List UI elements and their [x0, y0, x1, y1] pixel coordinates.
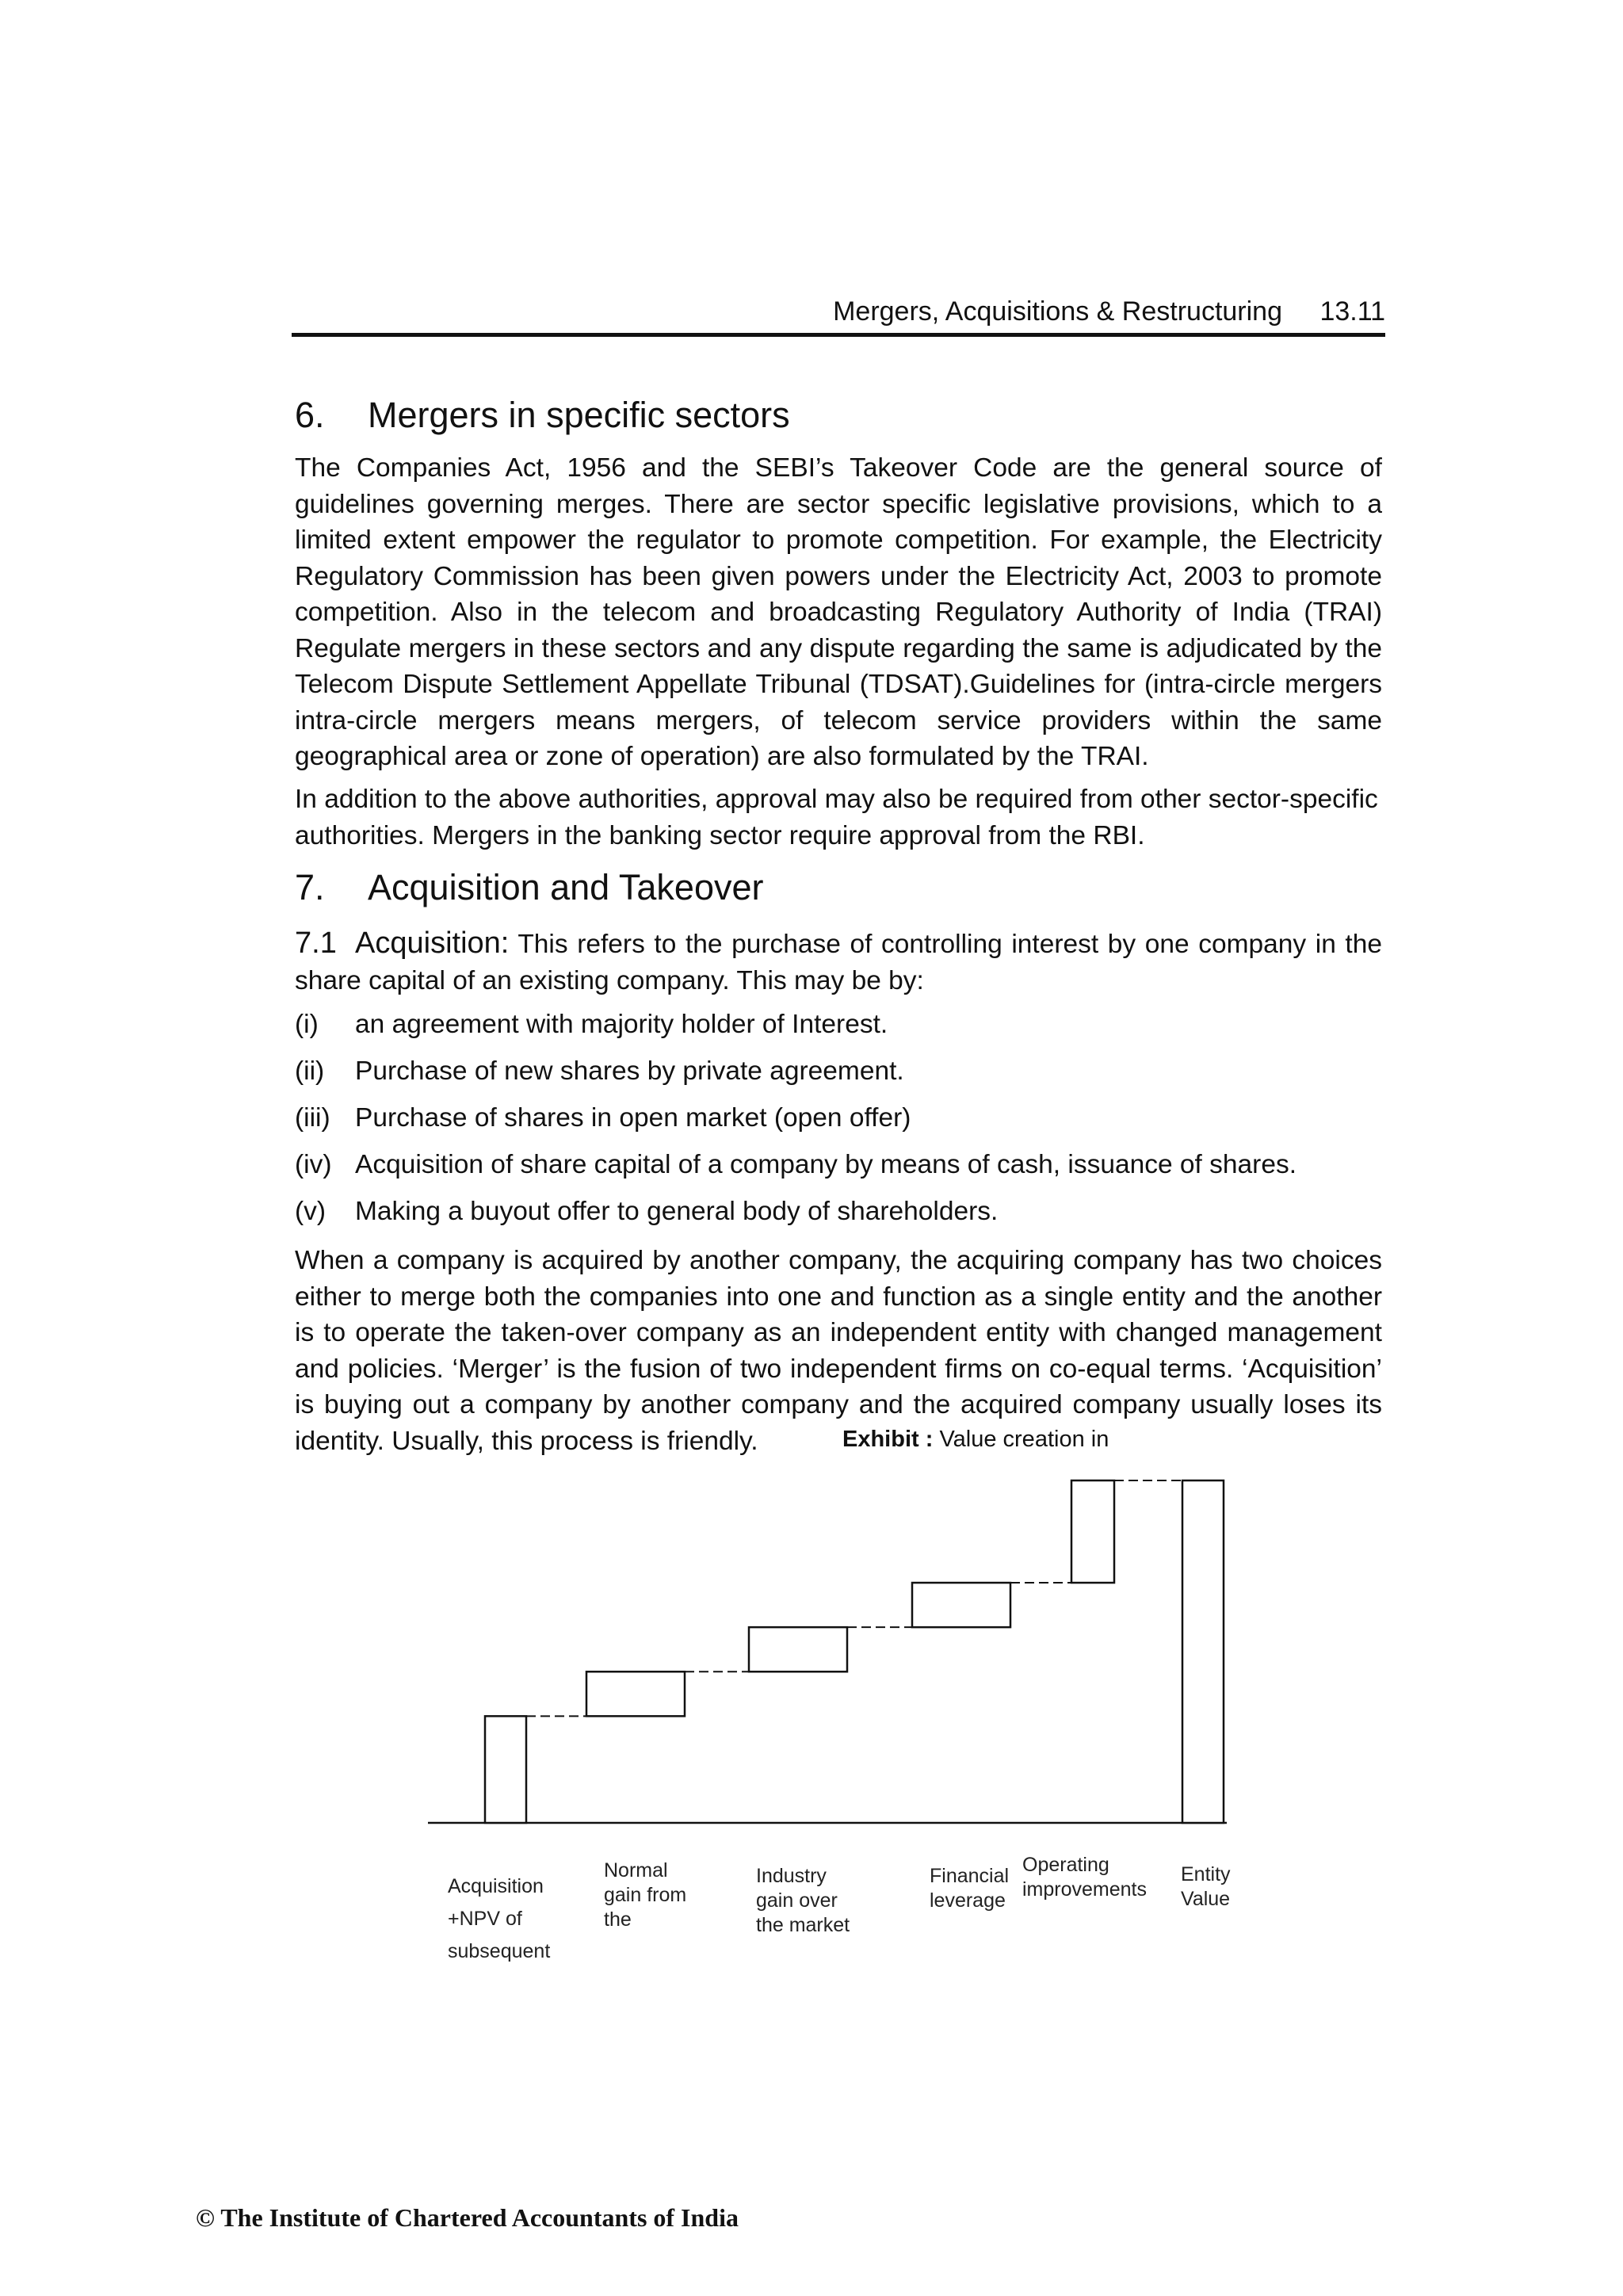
category-label-line: +NPV of: [448, 1908, 522, 1930]
category-label: [1022, 1853, 1147, 1902]
subsection-title: Acquisition:: [355, 926, 510, 960]
section-6-paragraph-2: In addition to the above authorities, approval may also be required from other sector-specific authorities. Mergers in the banking sector require approval from the RBI.: [295, 785, 1378, 850]
category-label-line: Entity: [1181, 1863, 1231, 1885]
header-title: Mergers, Acquisitions & Restructuring: [833, 296, 1282, 327]
waterfall-bar: [749, 1627, 847, 1671]
exhibit-title: Value creation in: [939, 1427, 1109, 1452]
subsection-intro: This refers to the purchase of controlling interest by one company in the share capital of an existing company. This may be by:: [295, 930, 1382, 995]
category-label-line: Operating: [1022, 1854, 1109, 1876]
section-6-paragraph-1: The Companies Act, 1956 and the SEBI’s Takeover Code are the general source of guidelines governing merges. There are sector specific legislative provisions, which to a limited extent empower the regulator to promote competition. For example, the Electricity Regulatory Commission has been given powers under the Electricity Act, 2003 to promote competition. Also in the telecom and broadcasting Regulatory Authority of India (TRAI) Regulate mergers in these sectors and any dispute regarding the same is adjudicated by the Telecom Dispute Settlement Appellate Tribunal (TDSAT).Guidelines for (intra-circle mergers intra-circle mergers means mergers, of telecom service providers within the same geographical area or zone of operation) are also formulated by the TRAI.: [295, 453, 1382, 771]
category-label-line: Normal: [604, 1859, 668, 1881]
subsection-number: 7.1: [295, 926, 337, 960]
category-label: [756, 1864, 850, 1938]
list-item-numeral: (v): [295, 1197, 327, 1226]
page-number: 13.11: [1319, 296, 1385, 327]
category-label-line: leverage: [930, 1889, 1006, 1912]
category-label-line: gain from: [604, 1884, 687, 1906]
list-item-numeral: (iii): [295, 1103, 330, 1133]
section-title: Acquisition and Takeover: [368, 867, 764, 907]
section-number: 7.: [295, 867, 325, 907]
list-item-text: Making a buyout offer to general body of shareholders.: [355, 1197, 999, 1226]
list-item-numeral: (iv): [295, 1150, 332, 1179]
category-label-line: Value: [1181, 1888, 1231, 1910]
section-title: Mergers in specific sectors: [368, 395, 790, 435]
waterfall-bar: [1182, 1480, 1224, 1823]
category-label-line: gain over: [756, 1889, 838, 1912]
list-item-numeral: (i): [295, 1010, 319, 1039]
category-label-line: the: [604, 1908, 632, 1931]
waterfall-bar: [586, 1671, 685, 1716]
category-label: [1181, 1862, 1231, 1912]
section-7-paragraph: When a company is acquired by another company, the acquiring company has two choices either to merge both the companies into one and function as a single entity and the another is to operate the taken-over company as an independent entity with changed management and policies. ‘Merger’ is the fusion of two independent firms on co-equal terms. ‘Acquisition’ is buying out a company by another company and the acquired company usually loses its identity. Usually, this process is friendly.: [295, 1246, 1382, 1456]
section-number: 6.: [295, 395, 325, 435]
exhibit-label: Exhibit :: [842, 1427, 934, 1452]
list-item-text: Purchase of new shares by private agreement.: [355, 1056, 904, 1086]
category-label: [448, 1870, 550, 1968]
waterfall-bar: [1071, 1480, 1114, 1583]
category-label-line: subsequent: [448, 1940, 551, 1962]
category-label: [604, 1859, 686, 1932]
list-item-text: Purchase of shares in open market (open offer): [355, 1103, 911, 1133]
list-item-text: an agreement with majority holder of Interest.: [355, 1010, 888, 1039]
category-label-line: improvements: [1022, 1878, 1147, 1901]
list-item-text: Acquisition of share capital of a company by means of cash, issuance of shares.: [355, 1150, 1297, 1179]
category-label-line: Industry: [756, 1865, 827, 1887]
category-label-line: Financial: [930, 1865, 1010, 1887]
list-item-numeral: (ii): [295, 1056, 325, 1086]
waterfall-bar: [912, 1583, 1010, 1627]
category-label-line: the market: [756, 1914, 850, 1936]
category-label: [930, 1864, 1009, 1913]
category-label-line: Acquisition: [448, 1875, 544, 1897]
footer-copyright: © The Institute of Chartered Accountants of India: [196, 2203, 739, 2232]
waterfall-bar: [485, 1716, 526, 1823]
